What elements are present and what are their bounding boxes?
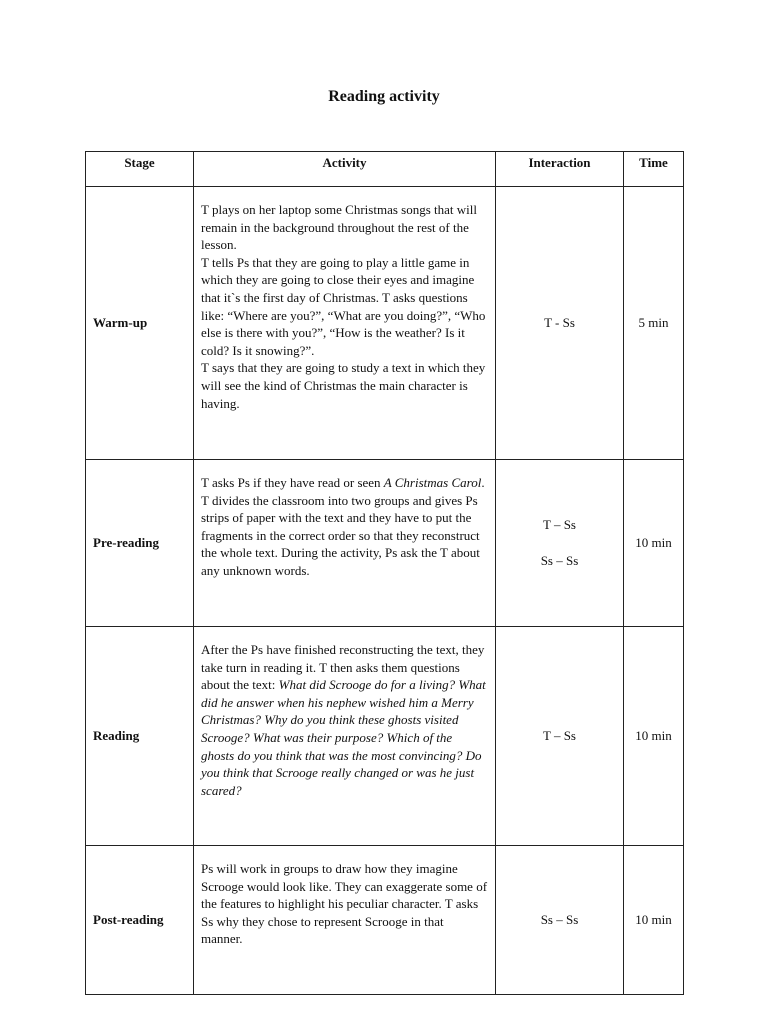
interaction-warm-up: T - Ss (496, 187, 624, 460)
activity-reading-intro: After the Ps have finished reconstructing the text, they take turn in reading it. T then asks them questions about the text: (201, 642, 485, 693)
interaction-spacer (496, 534, 623, 552)
table-row-pre-reading (86, 460, 684, 627)
page-title: Reading activity (328, 88, 440, 105)
interaction-pre-reading (496, 460, 624, 627)
time-post-reading: 10 min (624, 846, 684, 995)
header-stage: Stage (86, 152, 194, 187)
activity-warm-up-paragraph-2: T tells Ps that they are going to play a little game in which they are going to close their eyes and imagine that it`s the first day of Christmas. T asks questions like: “Where are you?”, “What are you doing?”, “Who else is there with you?”, “How is the weather? Is it cold? Is it snowing?”. (201, 254, 486, 358)
header-time: Time (624, 152, 684, 187)
time-reading: 10 min (624, 627, 684, 846)
interaction-reading: T – Ss (496, 627, 624, 846)
activity-pre-reading-rest: . T divides the classroom into two groups and gives Ps strips of paper with the text and they have to put the fragments in the correct order so that they reconstruct the whole text. During the activity, Ps ask the T about any unknown words. (201, 475, 485, 578)
activity-warm-up-paragraph-1: T plays on her laptop some Christmas songs that will remain in the background throughout the rest of the lesson. (201, 202, 477, 253)
table-row-reading (86, 627, 684, 846)
activity-post-reading: Ps will work in groups to draw how they imagine Scrooge would look like. They can exaggerate some of the features to highlight his peculiar character. T asks Ss why they chose to represent Scrooge in that manner. (194, 846, 496, 995)
interaction-pre-reading-2: Ss – Ss (540, 553, 579, 568)
stage-warm-up: Warm-up (86, 187, 194, 460)
interaction-pre-reading-1: T – Ss (543, 517, 576, 533)
time-warm-up: 5 min (624, 187, 684, 460)
time-pre-reading: 10 min (624, 460, 684, 627)
table-row-post-reading (86, 846, 684, 995)
activity-warm-up-paragraph-3: T says that they are going to study a text in which they will see the kind of Christmas the main character is having. (201, 360, 486, 411)
stage-reading: Reading (86, 627, 194, 846)
activity-reading (194, 627, 496, 846)
lesson-plan-table (85, 151, 684, 995)
activity-pre-reading (194, 460, 496, 627)
book-title: A Christmas Carol (383, 475, 482, 490)
interaction-post-reading: Ss – Ss (496, 846, 624, 995)
header-interaction: Interaction (496, 152, 624, 187)
stage-post-reading: Post-reading (86, 846, 194, 995)
activity-pre-reading-intro: T asks Ps if they have read or seen (201, 475, 384, 490)
header-activity: Activity (194, 152, 496, 187)
activity-warm-up (194, 187, 496, 460)
table-header-row (86, 152, 684, 187)
table-row-warm-up (86, 187, 684, 460)
activity-reading-questions: What did Scrooge do for a living? What did he answer when his nephew wished him a Merry Christmas? Why do you think these ghosts visited Scrooge? What was their purpose? Which of the ghosts do you think that was the most convincing? Do you think that Scrooge really changed or was he just scared? (201, 677, 486, 798)
stage-pre-reading: Pre-reading (86, 460, 194, 627)
